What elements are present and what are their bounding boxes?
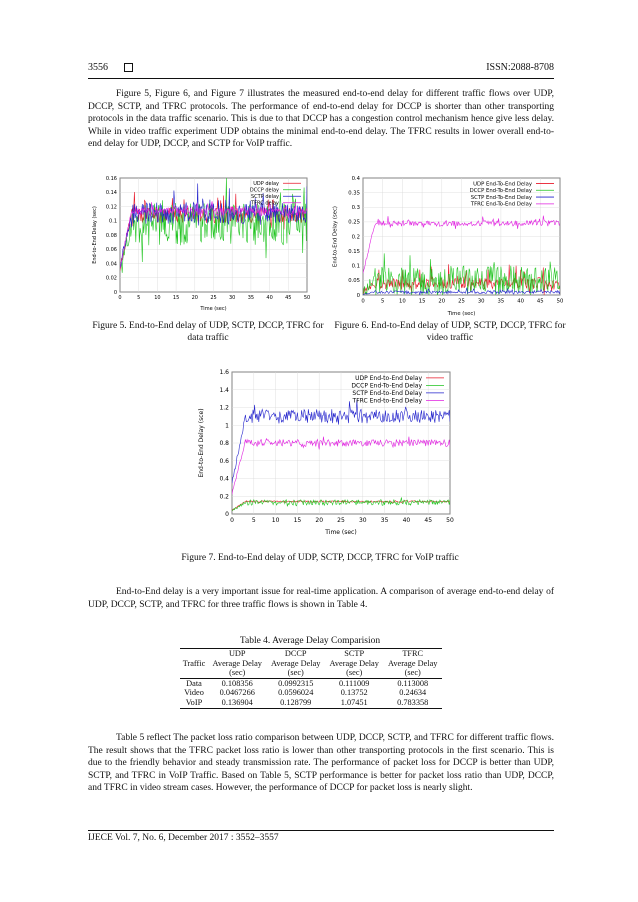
y-axis-label: End-to-End Delay (sec) [92, 206, 98, 264]
x-tick-label: 5 [137, 295, 141, 301]
y-tick-label: 0.15 [348, 248, 360, 255]
paragraph-3 [88, 732, 554, 795]
y-tick-label: 0 [113, 289, 117, 296]
legend-label: SCTP End-To-End Delay [470, 194, 532, 201]
y-tick-label: 1.4 [219, 386, 229, 394]
table-cell: 0.136904 [208, 698, 266, 708]
figure-6 [330, 172, 568, 317]
y-tick-label: 0.3 [351, 205, 360, 212]
y-tick-label: 0.8 [219, 440, 229, 448]
table-header-cell: Average Delay [212, 658, 262, 668]
table-4 [180, 648, 442, 709]
legend-label: TFRC End-to-End Delay [352, 397, 422, 405]
legend-label: UDP End-To-End Delay [473, 181, 532, 188]
x-tick-label: 20 [191, 295, 198, 301]
y-tick-label: 0 [225, 511, 229, 519]
x-tick-label: 45 [424, 517, 433, 524]
y-tick-label: 0.04 [105, 261, 117, 268]
page-header [88, 62, 554, 76]
figure-7-caption: Figure 7. End-to-End delay of UDP, SCTP, DCCP, TFRC for VoIP traffic [181, 553, 459, 563]
page-number: 3556 [88, 62, 108, 73]
x-tick-label: 25 [458, 298, 465, 305]
x-tick-label: 15 [293, 517, 302, 524]
table-cell: 1.07451 [325, 698, 383, 708]
figure-5 [90, 172, 315, 312]
legend-label: SCTP delay [251, 194, 279, 200]
table-cell: 0.111009 [338, 678, 370, 688]
x-axis-label: Time (sec) [200, 306, 227, 312]
x-tick-label: 0 [230, 517, 234, 524]
x-tick-label: 0 [118, 295, 122, 301]
table-header-cell: UDP [208, 649, 266, 659]
table-cell: VoIP [180, 698, 208, 708]
y-tick-label: 0.35 [348, 190, 360, 197]
x-tick-label: 40 [517, 298, 524, 305]
legend-label: UDP End-to-End Delay [355, 375, 422, 382]
x-tick-label: 45 [285, 295, 292, 301]
table-row [180, 688, 442, 698]
figure-5-caption: Figure 5. End-to-End delay of UDP, SCTP, DCCP, TFRC for data traffic [92, 321, 324, 343]
table-header-cell: (sec) [383, 668, 442, 678]
table-row [180, 698, 442, 708]
table-cell: 0.0992315 [278, 678, 314, 688]
x-tick-label: 10 [154, 295, 161, 301]
table-header-cell: Average Delay [388, 658, 438, 668]
y-axis-label: End-to-End Delay (sec) [332, 206, 339, 267]
figure-5-chart [90, 172, 315, 312]
x-tick-label: 20 [438, 298, 446, 305]
y-tick-label: 0.14 [105, 190, 117, 196]
x-tick-label: 10 [399, 298, 406, 305]
issn: ISSN:2088-8708 [486, 62, 554, 73]
y-tick-label: 0.05 [348, 278, 360, 285]
x-tick-label: 0 [361, 298, 365, 305]
y-tick-label: 0.1 [351, 263, 360, 270]
y-tick-label: 1.6 [219, 369, 229, 377]
x-tick-label: 15 [418, 298, 426, 305]
x-tick-label: 45 [536, 298, 544, 305]
table-header-cell: Average Delay [329, 658, 379, 668]
table-header-cell [180, 649, 208, 659]
x-tick-label: 50 [446, 517, 454, 524]
x-tick-label: 50 [556, 298, 564, 305]
table-row [180, 678, 442, 688]
table-header-cell: SCTP [325, 649, 383, 659]
table-header-row [180, 649, 442, 659]
y-tick-label: 0.12 [105, 204, 117, 211]
y-tick-label: 0.02 [105, 275, 117, 282]
square-bullet-icon [124, 63, 133, 72]
paragraph-2-text: End-to-End delay is a very important issue for real-time application. A comparison of average end-to-end delay of UDP, DCCP, SCTP, and TFRC for three traffic flows is shown in Table 4. [88, 587, 554, 610]
x-tick-label: 15 [172, 295, 180, 301]
paragraph-1-text: Figure 5, Figure 6, and Figure 7 illustrates the measured end-to-end delay for different traffic flows over UDP, DCCP, SCTP, and TFRC protocols. The performance of end-to-end delay for DCCP is shorter than other transporting protocols in the data traffic scenario. This is due to that DCCP has a congestion control mechanism hence give less delay. While in video traffic experiment UDP obtains the minimal end-to-end delay. The TFRC results in lower overall end-to-end delay for UDP, DCCP, and SCTP for VoIP traffic. [88, 89, 554, 150]
x-tick-label: 25 [210, 295, 217, 301]
x-tick-label: 10 [271, 517, 280, 524]
y-tick-label: 0.4 [351, 175, 360, 182]
table-cell: 0.128799 [266, 698, 324, 708]
y-tick-label: 0.4 [219, 475, 229, 483]
table-cell: 0.783358 [383, 698, 442, 708]
paragraph-1 [88, 88, 554, 151]
legend-label: DCCP delay [249, 187, 279, 194]
y-axis-label: End-to-End Delay (sce) [198, 408, 205, 478]
paragraph-3-text: Table 5 reflect The packet loss ratio comparison between UDP, DCCP, SCTP, and TFRC for different traffic flows. The result shows that the TFRC packet loss ratio is lower than other transporting protocols in the first scenario. This is due to the friendly behavior and steady transmission rate. The performance of packet loss for DCCP is better than UDP, SCTP, and TFRC in VoIP Traffic. Based on Table 5, SCTP performance is better for packet loss ratio than UDP, DCCP, and TFRC in video stream cases. However, the performance of DCCP for packet loss is nearly slight. [88, 733, 554, 794]
x-tick-label: 25 [337, 517, 345, 524]
x-tick-label: 50 [303, 295, 311, 301]
x-tick-label: 30 [358, 517, 367, 524]
legend-label: DCCP End-To-End Delay [469, 188, 532, 195]
y-tick-label: 1.2 [219, 404, 229, 412]
x-tick-label: 35 [380, 517, 389, 524]
paragraph-2 [88, 586, 554, 611]
table-header-cell: (sec) [325, 668, 383, 678]
header-rule [88, 78, 554, 79]
table-cell: 0.24634 [399, 688, 427, 698]
legend-label: TFRC End-To-End Delay [470, 201, 532, 208]
x-tick-label: 30 [229, 295, 236, 301]
legend-label: DCCP End-To-End Delay [351, 382, 422, 390]
y-tick-label: 1 [225, 422, 229, 430]
figure-6-chart [330, 172, 568, 317]
table-cell: Data [186, 678, 202, 688]
x-axis-label: Time (sec) [447, 311, 476, 317]
x-tick-label: 35 [497, 298, 505, 305]
table-header-cell: (sec) [208, 668, 266, 678]
x-axis-label: Time (sec) [325, 529, 357, 536]
y-tick-label: 0.2 [219, 493, 229, 501]
x-tick-label: 20 [315, 517, 324, 524]
x-tick-label: 40 [402, 517, 411, 524]
figure-6-caption: Figure 6. End-to-End delay of UDP, SCTP, DCCP, TFRC for video traffic [334, 321, 566, 343]
table-cell: 0.0467266 [219, 688, 255, 698]
table-header-row [180, 668, 442, 678]
table-header-cell: TFRC [383, 649, 442, 659]
table-cell: 0.108356 [221, 678, 253, 688]
legend-label: UDP delay [253, 181, 279, 187]
x-tick-label: 5 [381, 298, 385, 305]
table-4-title: Table 4. Average Delay Comparision [239, 636, 381, 646]
table-cell: 0.13752 [340, 688, 368, 698]
figure-7-chart [196, 364, 458, 536]
figure-7 [196, 364, 458, 536]
table-header-cell: Traffic [182, 658, 206, 668]
y-tick-label: 0 [356, 292, 360, 299]
table-header-cell: DCCP [266, 649, 324, 659]
table-cell: 0.113008 [397, 678, 429, 688]
y-tick-label: 0.1 [109, 218, 117, 225]
y-tick-label: 0.6 [219, 457, 229, 465]
table-header-cell: (sec) [266, 668, 324, 678]
x-tick-label: 40 [266, 295, 273, 301]
footer-rule [88, 830, 554, 831]
y-tick-label: 0.16 [105, 175, 117, 182]
table-header-cell: Average Delay [271, 658, 321, 668]
table-cell: 0.0596024 [278, 688, 314, 698]
y-tick-label: 0.08 [105, 232, 117, 239]
x-tick-label: 30 [477, 298, 485, 305]
legend-label: TFRC delay [251, 200, 279, 207]
table-cell: Video [184, 688, 204, 698]
y-tick-label: 0.2 [351, 234, 360, 241]
x-tick-label: 35 [247, 295, 255, 301]
y-tick-label: 0.25 [348, 219, 360, 226]
x-tick-label: 5 [251, 517, 256, 524]
legend-label: SCTP End-to-End Delay [352, 390, 422, 397]
y-tick-label: 0.06 [105, 247, 117, 253]
table-header-row [180, 659, 442, 669]
footer: IJECE Vol. 7, No. 6, December 2017 : 3552–3557 [88, 833, 279, 843]
table-header-cell [180, 668, 208, 678]
